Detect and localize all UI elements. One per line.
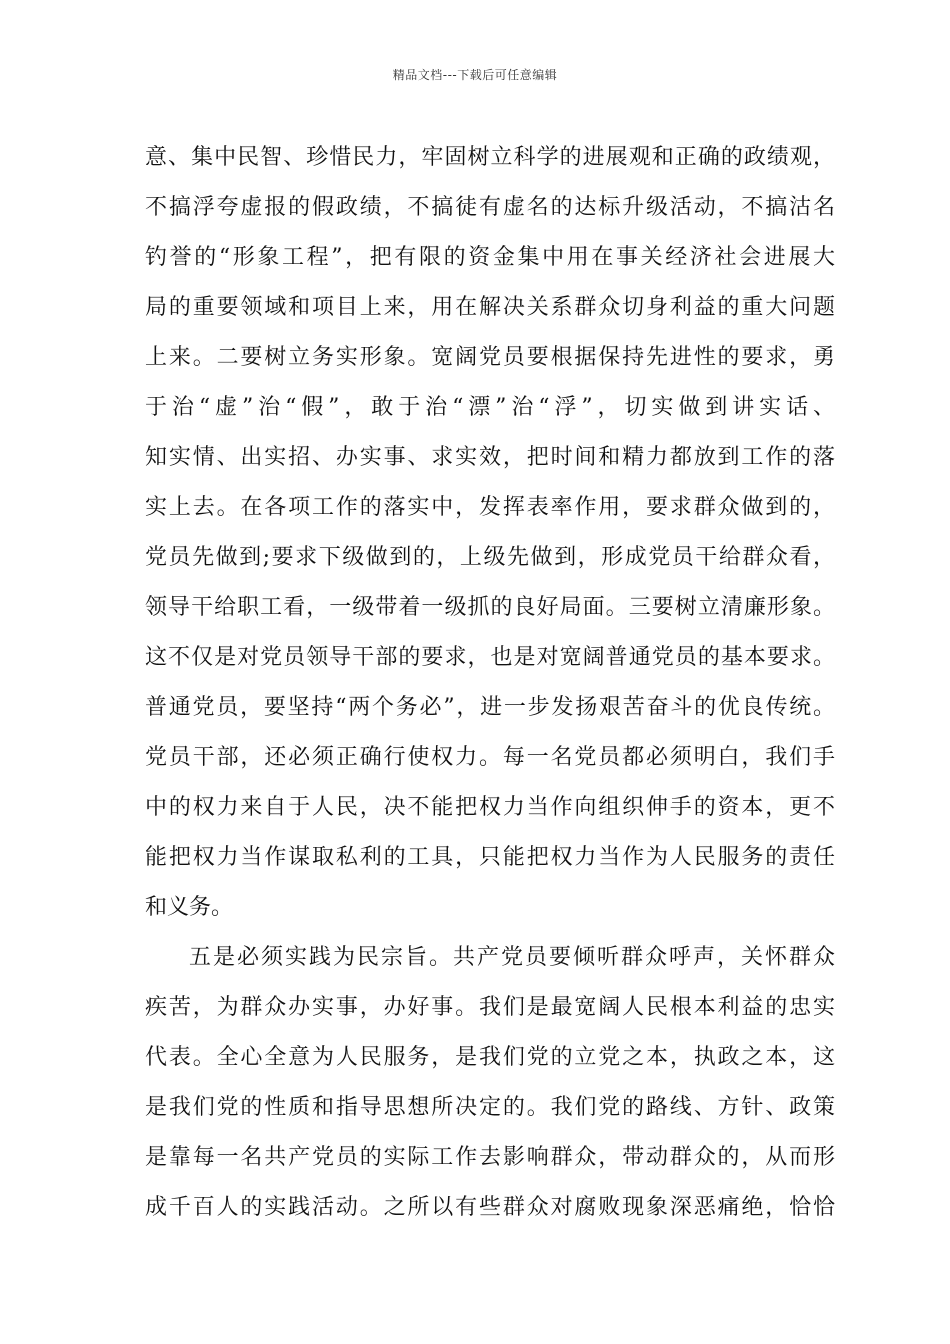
text-line: 意、集中民智、珍惜民力，牢固树立科学的进展观和正确的政绩观，	[145, 145, 835, 170]
text-line: 疾苦，为群众办实事，办好事。我们是最宽阔人民根本利益的忠实	[145, 995, 835, 1020]
page-header-watermark: 精品文档---下载后可任意编辑	[392, 68, 558, 82]
text-line: 党员先做到;要求下级做到的，上级先做到，形成党员干给群众看，	[145, 545, 835, 570]
text-line: 局的重要领域和项目上来，用在解决关系群众切身利益的重大问题	[145, 295, 835, 320]
text-line: 领导干给职工看，一级带着一级抓的良好局面。三要树立清廉形象。	[145, 595, 835, 620]
document-body	[145, 133, 835, 1233]
text-line: 是靠每一名共产党员的实际工作去影响群众，带动群众的，从而形	[145, 1145, 835, 1170]
text-line: 这不仅是对党员领导干部的要求，也是对宽阔普通党员的基本要求。	[145, 645, 835, 670]
text-line: 是我们党的性质和指导思想所决定的。我们党的路线、方针、政策	[145, 1095, 835, 1120]
text-line: 实上去。在各项工作的落实中，发挥表率作用，要求群众做到的，	[145, 495, 835, 520]
text-line: 知实情、出实招、办实事、求实效，把时间和精力都放到工作的落	[145, 445, 835, 470]
paragraph-2	[145, 933, 835, 1233]
text-line: 党员干部，还必须正确行使权力。每一名党员都必须明白，我们手	[145, 745, 835, 770]
text-line: 钓誉的“形象工程”，把有限的资金集中用在事关经济社会进展大	[145, 245, 835, 270]
text-line: 五是必须实践为民宗旨。共产党员要倾听群众呼声，关怀群众	[189, 945, 835, 970]
text-line: 代表。全心全意为人民服务，是我们党的立党之本，执政之本，这	[145, 1045, 835, 1070]
text-line: 能把权力当作谋取私利的工具，只能把权力当作为人民服务的责任	[145, 845, 835, 870]
text-line: 于治“虚”治“假”，敢于治“漂”治“浮”，切实做到讲实话、	[145, 395, 835, 420]
paragraph-1	[145, 133, 835, 933]
text-line: 不搞浮夸虚报的假政绩，不搞徒有虚名的达标升级活动，不搞沽名	[145, 195, 835, 220]
text-line: 和义务。	[145, 895, 234, 920]
text-line: 上来。二要树立务实形象。宽阔党员要根据保持先进性的要求，勇	[145, 345, 835, 370]
text-line: 成千百人的实践活动。之所以有些群众对腐败现象深恶痛绝，恰恰	[145, 1195, 835, 1220]
text-line: 中的权力来自于人民，决不能把权力当作向组织伸手的资本，更不	[145, 795, 835, 820]
text-line: 普通党员，要坚持“两个务必”，进一步发扬艰苦奋斗的优良传统。	[145, 695, 835, 720]
